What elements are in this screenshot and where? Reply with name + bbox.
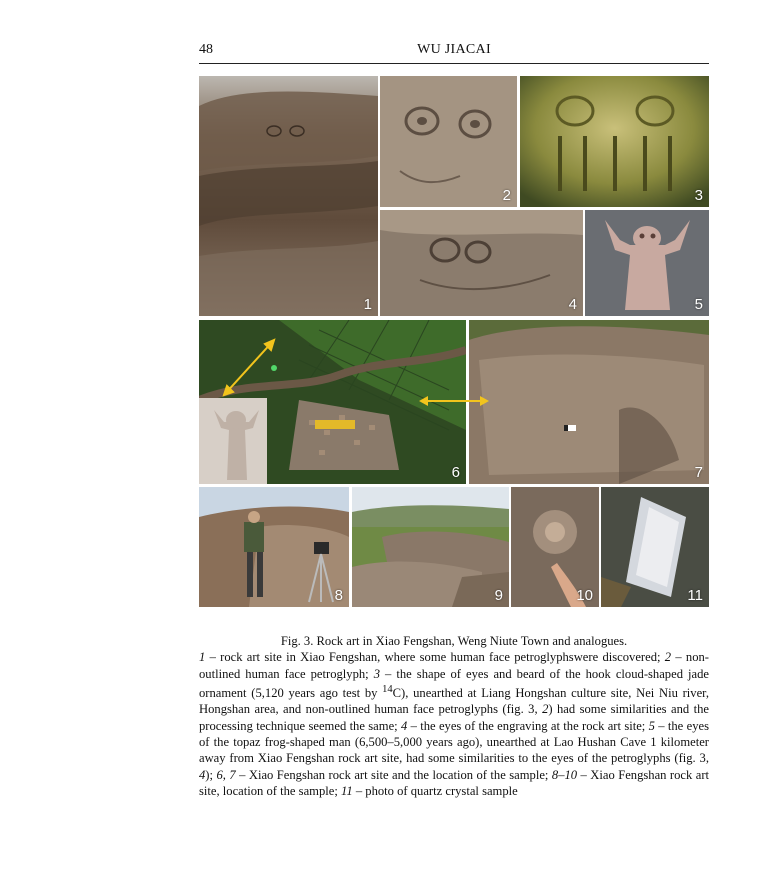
caption-item-text: – Xiao Fengshan rock art site and the location of the sample; <box>235 767 552 782</box>
caption-body <box>199 649 709 799</box>
panel-5-photo <box>585 210 709 316</box>
panel-8-photo <box>199 487 349 607</box>
panel-11-label: 11 <box>687 587 703 604</box>
caption-item-num: 5 <box>648 718 655 733</box>
panel-3-jade-ornament <box>520 76 709 207</box>
caption-item-text: ) had some similarities and the processing technique seemed the same; <box>199 702 709 733</box>
caption-item-text: – photo of quartz crystal sample <box>352 783 518 798</box>
panel-5-topaz-figure <box>585 210 709 316</box>
caption-superscript: 14 <box>382 683 393 695</box>
panel-8-label: 8 <box>334 587 343 604</box>
panel-6-label: 6 <box>451 464 460 481</box>
caption-item-text: C), unearthed at Liang Hongshan culture site, Nei Niu river, Hongshan area, and non-outlined human face petroglyphs (fig. 3, <box>199 686 709 717</box>
panel-1-photo <box>199 76 378 316</box>
caption-item-ref: 4 <box>199 767 206 782</box>
panel-3-photo <box>520 76 709 207</box>
panel-2-photo <box>380 76 517 207</box>
caption-item-ref: 2 <box>542 702 549 717</box>
panel-8-field-survey <box>199 487 349 607</box>
caption-item-text: – the eyes of the engraving at the rock art site; <box>407 718 649 733</box>
caption-item-text: – the shape of eyes and beard of the hook cloud-shaped jade ornament (5,120 years ago test by <box>199 666 709 701</box>
panel-7-rock-site <box>469 320 709 484</box>
caption-item-num: 11 <box>341 783 353 798</box>
panel-11-quartz-crystal <box>601 487 709 607</box>
caption-title: Fig. 3. Rock art in Xiao Fengshan, Weng Niute Town and analogues. <box>280 634 628 648</box>
panel-10-sample-location <box>511 487 599 607</box>
caption-item-num: 1 <box>199 650 206 665</box>
panel-7-photo <box>469 320 709 484</box>
panel-10-label: 10 <box>576 587 593 604</box>
panel-7-label: 7 <box>694 464 703 481</box>
page-number: 48 <box>199 42 213 57</box>
panel-9-photo <box>352 487 509 607</box>
figure-caption <box>199 633 709 799</box>
panel-4-photo <box>380 210 583 316</box>
header-rule <box>199 63 709 64</box>
caption-item-num: 4 <box>400 718 408 733</box>
page-header <box>199 42 709 62</box>
panel-9-rocks-landscape <box>352 487 509 607</box>
panel-4-engraving-eyes <box>380 210 583 316</box>
caption-item-text: – Xiao Fengshan rock art site, location of the sample; <box>199 767 710 798</box>
panel-2-face-petroglyph <box>380 76 517 207</box>
caption-item-text: – non-outlined human face petroglyph; <box>199 650 709 681</box>
panel-4-label: 4 <box>568 296 577 313</box>
caption-item-text: – rock art site in Xiao Fengshan, where some human face petroglyphswere discovered; <box>205 650 665 665</box>
panel-1-rock-art-site <box>199 76 378 316</box>
caption-item-num: 8–10 <box>551 767 578 782</box>
panel-3-label: 3 <box>694 187 703 204</box>
panel-5-label: 5 <box>694 296 703 313</box>
caption-item-text: ); <box>205 767 217 782</box>
panel-1-label: 1 <box>363 296 372 313</box>
caption-item-num: 3 <box>373 666 381 681</box>
double-arrow-icon <box>419 394 489 408</box>
panel-9-label: 9 <box>494 587 503 604</box>
caption-item-text: – the eyes of the topaz frog-shaped man (6,500–5,000 years ago), unearthed at Lao Hushan Cave 1 kilometer away from Xiao Fengshan rock art site, had some similarities to the eyes of the petroglyphs (fig. 3, <box>199 718 709 766</box>
figure-3 <box>199 76 709 607</box>
caption-item-num: 2 <box>664 650 672 665</box>
caption-item-num: 6, 7 <box>216 767 236 782</box>
panel-2-label: 2 <box>502 187 511 204</box>
running-head: WU JIACAI <box>417 42 491 57</box>
